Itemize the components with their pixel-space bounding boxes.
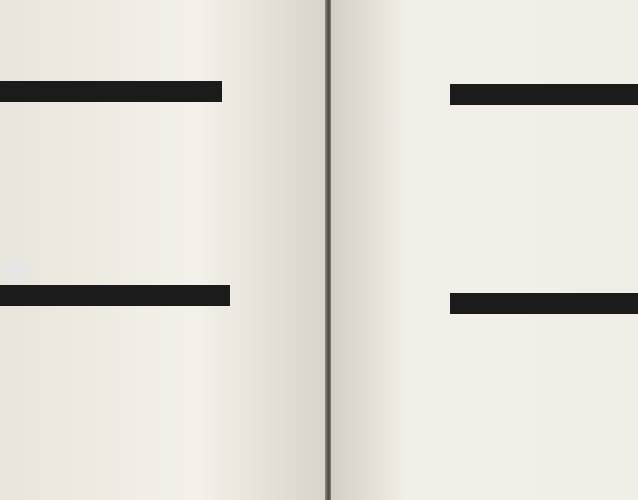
section-header-fish — [0, 81, 222, 102]
section-header-desserts — [450, 293, 638, 314]
menu-item — [10, 420, 298, 442]
menu-item — [351, 162, 630, 174]
right-menu-page — [331, 0, 638, 500]
menu-item — [10, 108, 298, 128]
menu-item — [10, 398, 298, 420]
menu-item — [10, 186, 298, 206]
previous-image-button[interactable] — [4, 258, 30, 284]
section-header-sides — [450, 84, 638, 105]
menu-item — [10, 334, 298, 356]
menu-item — [10, 355, 298, 377]
menu-item — [351, 149, 630, 161]
menu-item — [10, 128, 298, 148]
menu-item — [10, 441, 298, 463]
menu-item — [10, 312, 298, 334]
menu-item — [10, 264, 298, 284]
menu-item — [10, 225, 298, 245]
menu-item — [351, 112, 630, 124]
menu-item — [351, 124, 630, 136]
menu-item — [10, 377, 298, 399]
menu-item — [10, 167, 298, 187]
menu-item — [10, 463, 298, 485]
menu-item — [10, 206, 298, 226]
menu-item — [10, 147, 298, 167]
menu-item — [10, 245, 298, 265]
menu-item — [351, 137, 630, 149]
section-header-kids — [0, 285, 230, 306]
